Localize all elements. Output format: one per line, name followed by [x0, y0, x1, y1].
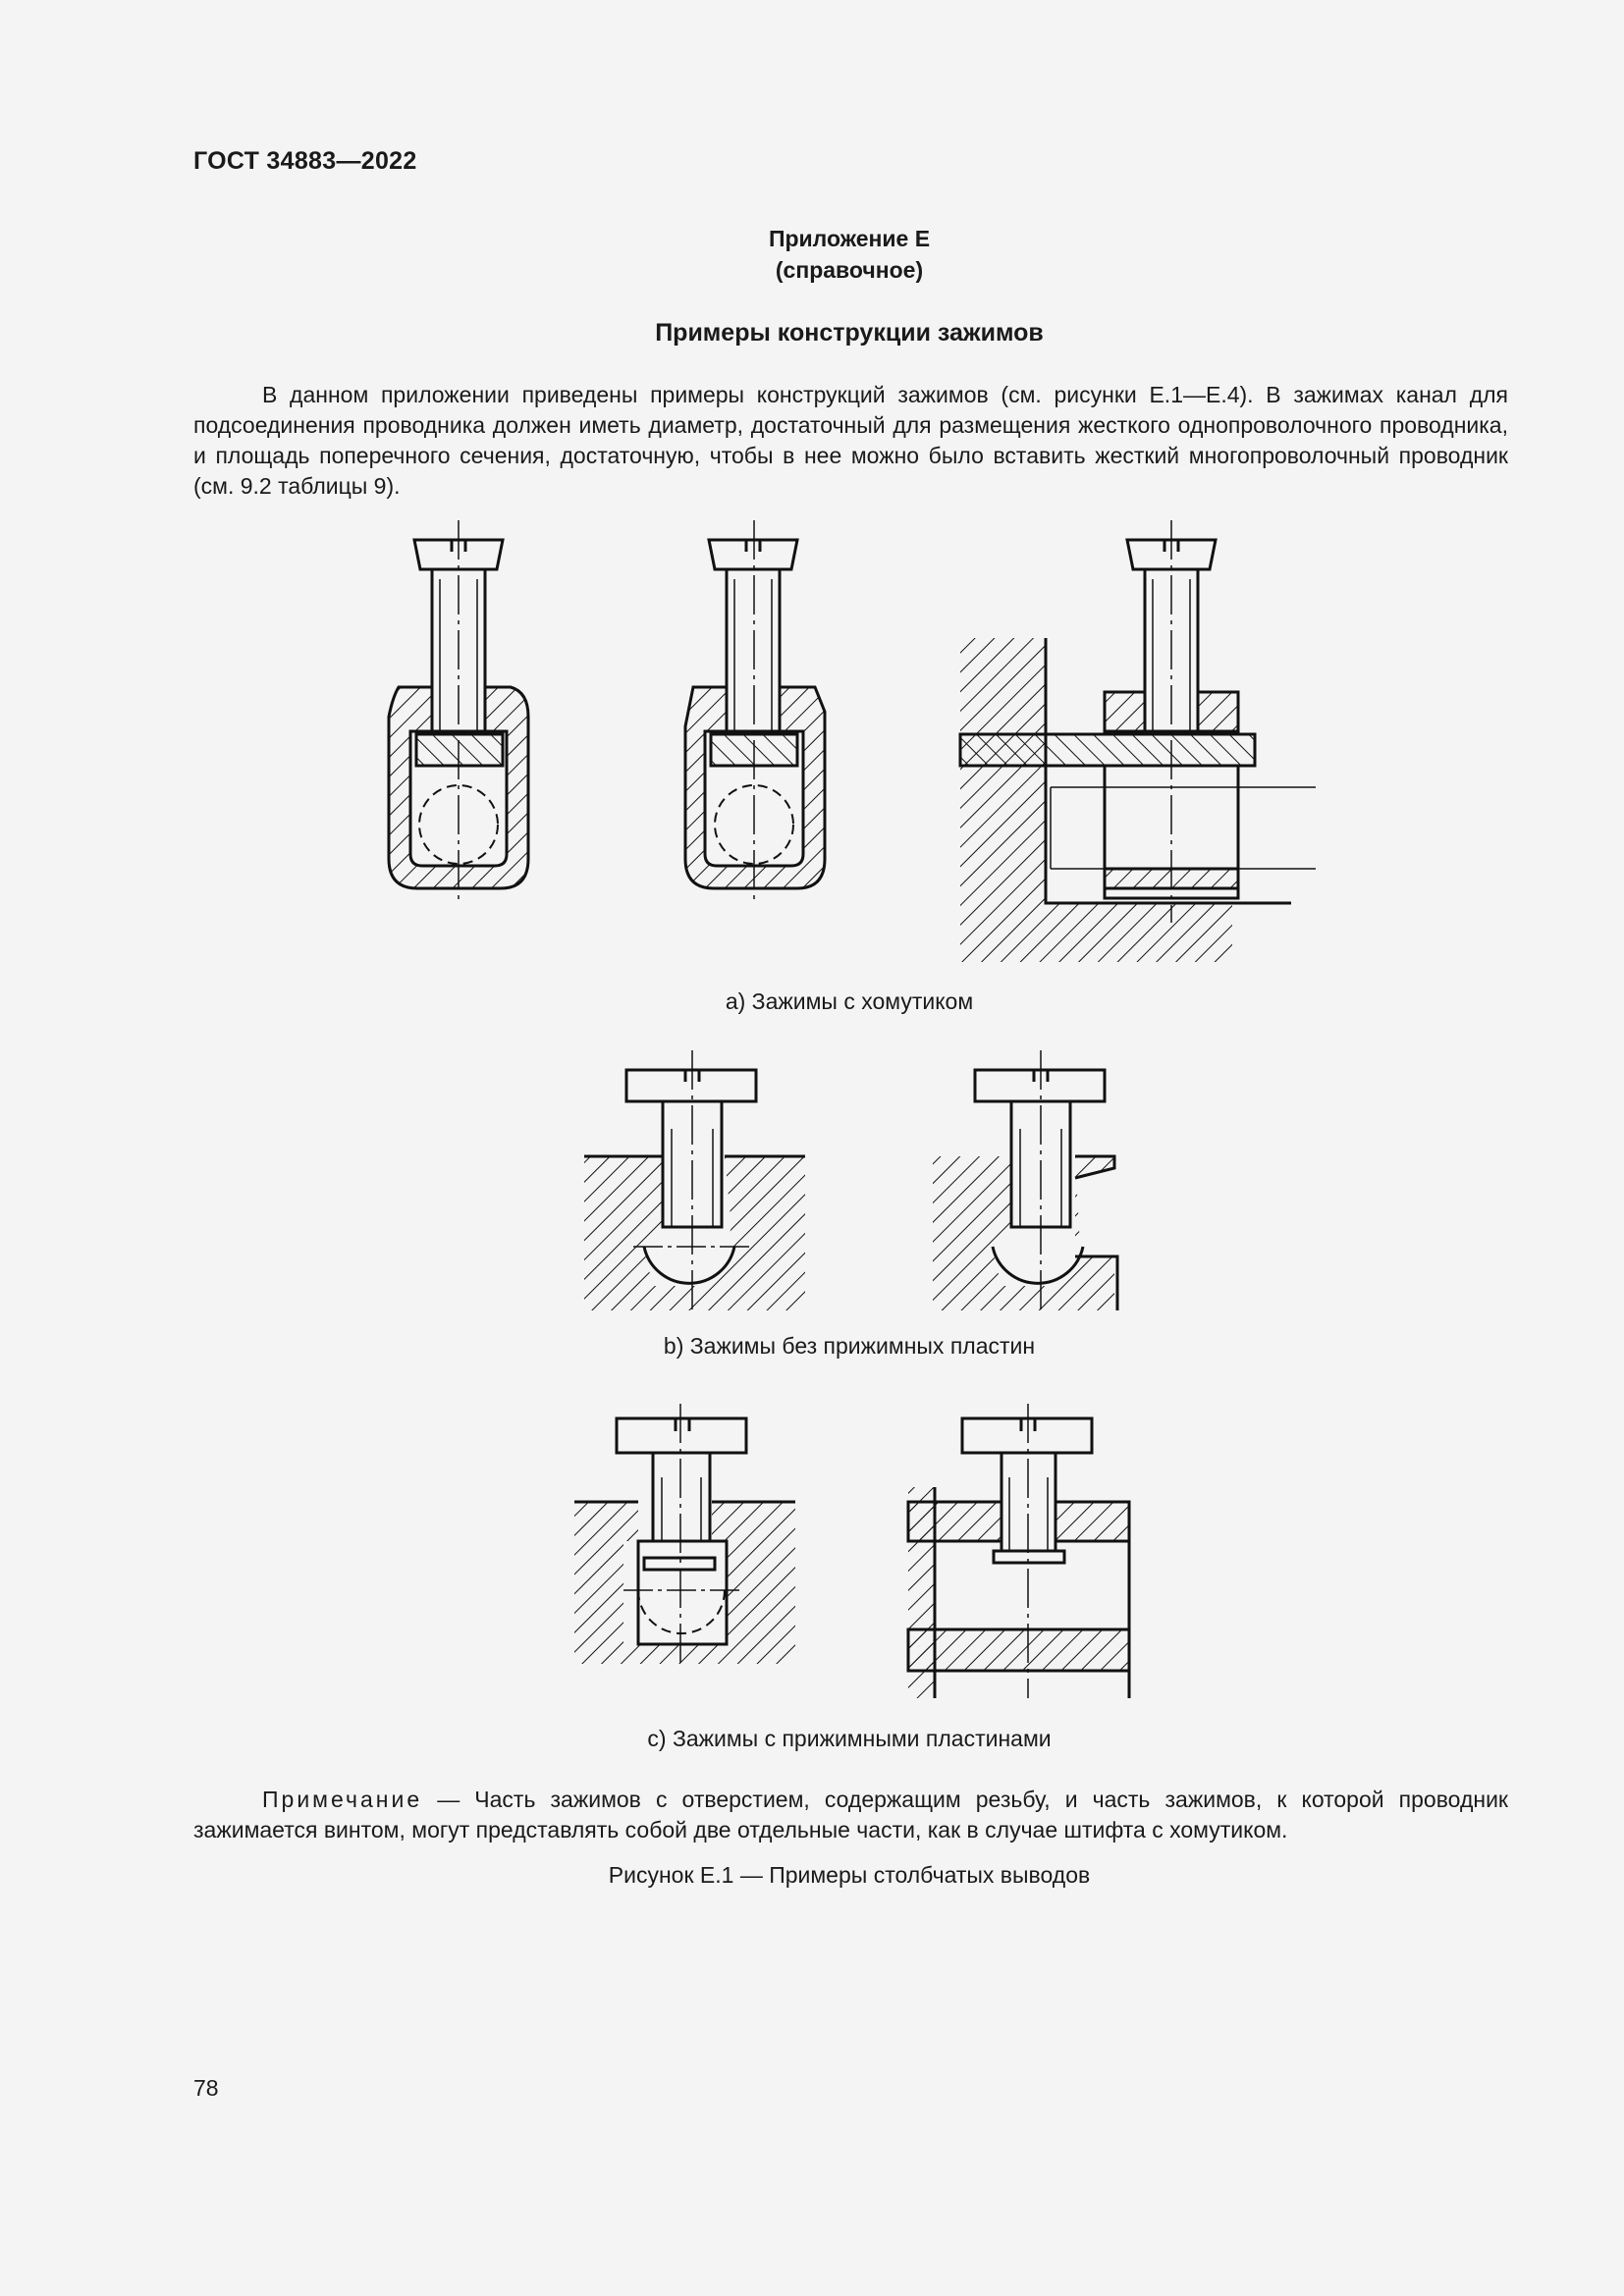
clamp-6 [574, 1404, 795, 1664]
figure-b-drawings [579, 1050, 1129, 1315]
clamp-7 [908, 1404, 1129, 1698]
figure-b-caption: b) Зажимы без прижимных пластин [663, 1333, 1036, 1359]
figure-c-caption: с) Зажимы с прижимными пластинами [647, 1726, 1052, 1751]
note-text: — Часть зажимов с отверстием, содержащим резьбу, и часть зажимов, к которой проводник зажимается винтом, могут представлять собой две отдельные части, как в случае штифта с хомутиком. [193, 1787, 1508, 1842]
note-paragraph [193, 1785, 1508, 1845]
figure-c-drawings [569, 1404, 1139, 1708]
appendix-subtitle: (справочное) [775, 257, 924, 283]
figure-a-caption: а) Зажимы с хомутиком [725, 988, 974, 1014]
note-label: Примечание [262, 1787, 423, 1812]
document-code: ГОСТ 34883—2022 [193, 147, 417, 175]
page-number: 78 [193, 2075, 219, 2101]
clamp-3 [960, 520, 1316, 962]
clamp-5 [933, 1050, 1117, 1310]
figure-title: Рисунок Е.1 — Примеры столбчатых выводов [608, 1862, 1091, 1888]
clamp-4 [584, 1050, 805, 1310]
figure-a-drawings [353, 520, 1335, 982]
clamp-1 [389, 520, 528, 903]
intro-paragraph: В данном приложении приведены примеры конструкций зажимов (см. рисунки Е.1—Е.4). В зажимах канал для подсоединения проводника должен иметь диаметр, достаточный для размещения жесткого однопроволочного проводника, и площадь поперечного сечения, достаточную, чтобы в нее можно было вставить жесткий многопроволочный проводник (см. 9.2 таблицы 9). [193, 382, 1508, 499]
appendix-title: Приложение Е [768, 226, 931, 251]
clamp-2 [685, 520, 825, 903]
section-title: Примеры конструкции зажимов [655, 319, 1044, 347]
